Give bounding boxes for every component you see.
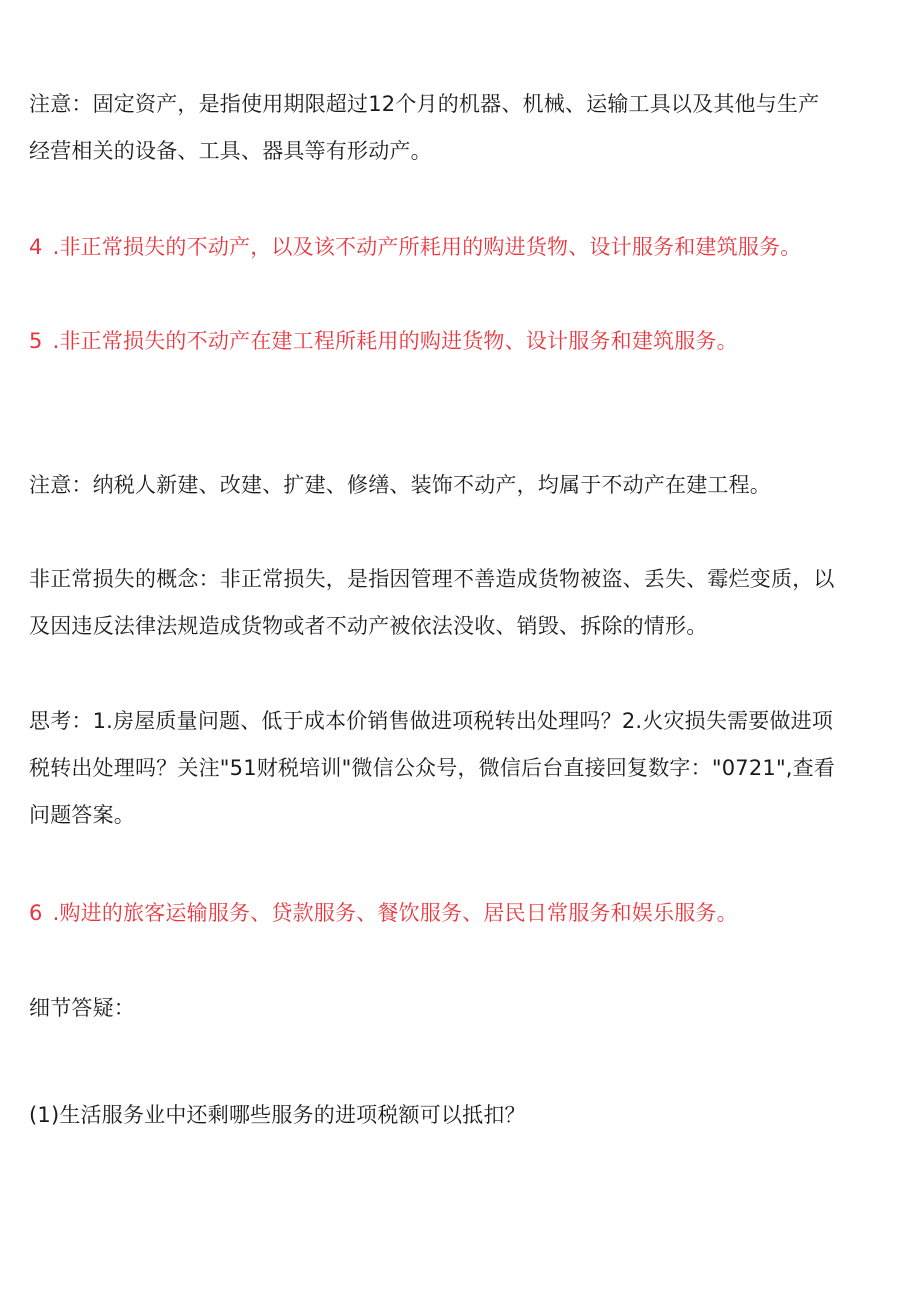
item-text: .购进的旅客运输服务、贷款服务、餐饮服务、居民日常服务和娱乐服务。: [52, 901, 738, 925]
text-line: 非正常损失的概念：非正常损失，是指因管理不善造成货物被盗、丢失、霉烂变质，以: [29, 567, 835, 591]
note-fixed-assets-paragraph: [29, 81, 909, 175]
text-line: 思考：1.房屋质量问题、低于成本价销售做进项税转出处理吗？2.火灾损失需要做进项: [29, 709, 834, 733]
text-line: 问题答案。: [29, 803, 135, 827]
item-number: 5: [29, 329, 43, 353]
item-text: .非正常损失的不动产在建工程所耗用的购进货物、设计服务和建筑服务。: [52, 329, 738, 353]
concept-abnormal-loss-paragraph: [29, 556, 909, 650]
text-line: 经营相关的设备、工具、器具等有形动产。: [29, 139, 432, 163]
text-line: 细节答疑：: [29, 996, 135, 1020]
text-line: [29, 890, 909, 937]
text-line: 注意：固定资产，是指使用期限超过12个月的机器、机械、运输工具以及其他与生产: [29, 92, 820, 116]
question-1-paragraph: [29, 1092, 909, 1139]
item-5-paragraph: [29, 318, 909, 365]
item-6-paragraph: [29, 890, 909, 937]
text-line: [29, 224, 909, 271]
item-text: .非正常损失的不动产，以及该不动产所耗用的购进货物、设计服务和建筑服务。: [52, 235, 802, 259]
item-number: 6: [29, 901, 43, 925]
item-number: 4: [29, 235, 43, 259]
think-paragraph: [29, 698, 909, 839]
text-line: (1)生活服务业中还剩哪些服务的进项税额可以抵扣？: [29, 1103, 526, 1127]
text-line: 税转出处理吗？关注"51财税培训"微信公众号，微信后台直接回复数字："0721",查看: [29, 756, 836, 780]
text-line: 及因违反法律法规造成货物或者不动产被依法没收、销毁、拆除的情形。: [29, 614, 708, 638]
detail-qa-heading: [29, 985, 909, 1032]
item-4-paragraph: [29, 224, 909, 271]
text-line: [29, 318, 909, 365]
text-line: 注意：纳税人新建、改建、扩建、修缮、装饰不动产，均属于不动产在建工程。: [29, 473, 771, 497]
note-construction-paragraph: [29, 462, 909, 509]
